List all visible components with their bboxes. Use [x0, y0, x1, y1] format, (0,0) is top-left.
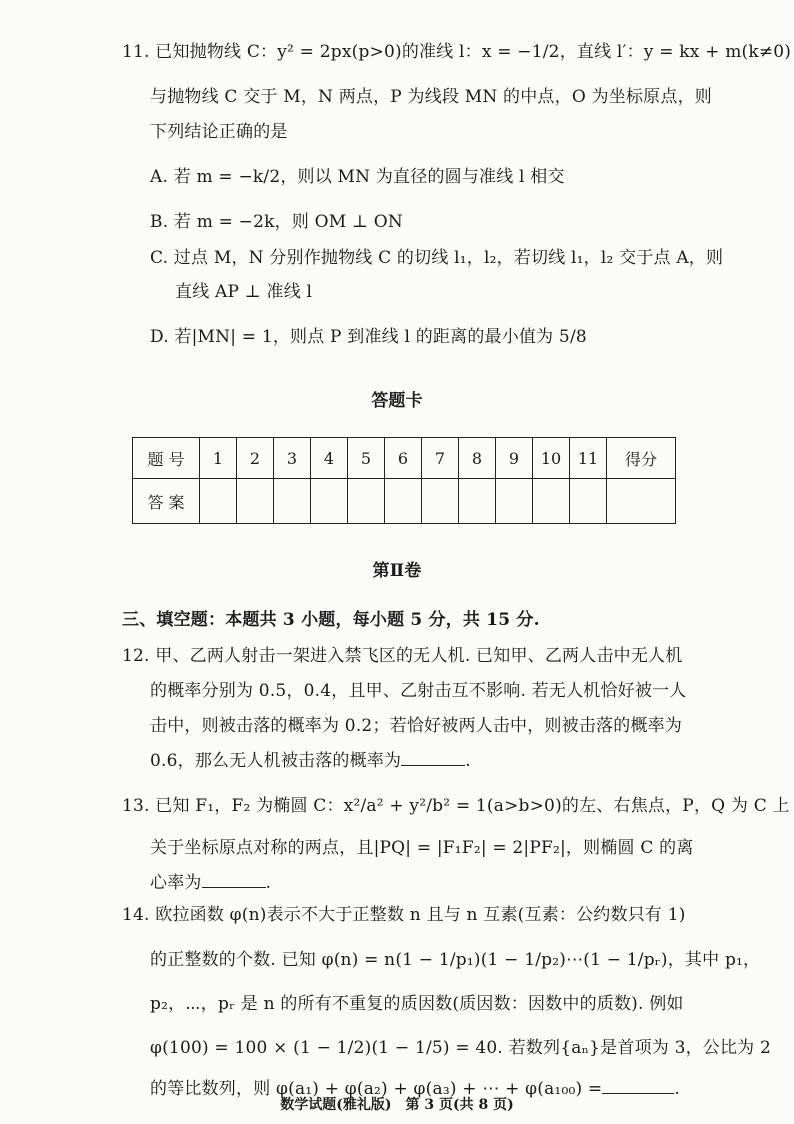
q14-answer-blank[interactable] — [602, 1079, 674, 1094]
question-number-cell: 1 — [200, 438, 237, 479]
question-number-cell: 8 — [459, 438, 496, 479]
answer-cell[interactable] — [533, 479, 570, 524]
answer-card-row-answers — [133, 479, 676, 524]
page-footer: 数学试题(雅礼版) 第 3 页(共 8 页) — [280, 1097, 514, 1113]
q12-answer-blank[interactable] — [401, 751, 465, 766]
q14-line-4: φ(100) = 100 × (1 − 1/2)(1 − 1/5) = 40. 若数列{aₙ}是首项为 3，公比为 2 — [150, 1038, 772, 1058]
score-header-cell: 得分 — [607, 438, 676, 479]
q14-line-2: 的正整数的个数. 已知 φ(n) = n(1 − 1/p₁)(1 − 1/p₂)⋯(1 − 1/pᵣ)，其中 p₁， — [150, 950, 761, 970]
q11-option-a: A. 若 m = −k/2，则以 MN 为直径的圆与准线 l 相交 — [150, 167, 565, 187]
answer-card-table — [132, 437, 676, 524]
q12-line-1: 12. 甲、乙两人射击一架进入禁飞区的无人机. 已知甲、乙两人击中无人机 — [122, 646, 683, 666]
q13-line-1: 13. 已知 F₁，F₂ 为椭圆 C：x²/a² + y²/b² = 1(a>b>0)的左、右焦点，P，Q 为 C 上 — [122, 796, 790, 816]
q12-line-3: 击中，则被击落的概率为 0.2；若恰好被两人击中，则被击落的概率为 — [150, 716, 683, 736]
q13-line-2: 关于坐标原点对称的两点，且|PQ| = |F₁F₂| = 2|PF₂|，则椭圆 C 的离 — [150, 838, 694, 858]
section-3-header: 三、填空题：本题共 3 小题，每小题 5 分，共 15 分. — [122, 610, 540, 630]
q13-line-3 — [150, 868, 271, 893]
answer-cell[interactable] — [459, 479, 496, 524]
q12-line-2: 的概率分别为 0.5，0.4，且甲、乙射击互不影响. 若无人机恰好被一人 — [150, 681, 687, 701]
answer-cell[interactable] — [570, 479, 607, 524]
q11-option-c-line-1: C. 过点 M，N 分别作抛物线 C 的切线 l₁，l₂，若切线 l₁，l₂ 交于点 A，则 — [150, 248, 724, 268]
q11-line-1: 11. 已知抛物线 C：y² = 2px(p>0)的准线 l：x = −1/2，直线 l′：y = kx + m(k≠0) — [122, 42, 792, 62]
answer-cell[interactable] — [237, 479, 274, 524]
q12-line-4-end: . — [465, 751, 471, 771]
q13-line-3-end: . — [265, 873, 272, 893]
answer-cell[interactable] — [496, 479, 533, 524]
question-number-cell: 4 — [311, 438, 348, 479]
question-number-cell: 6 — [385, 438, 422, 479]
q11-line-2: 与抛物线 C 交于 M，N 两点，P 为线段 MN 的中点，O 为坐标原点，则 — [150, 87, 712, 107]
question-number-cell: 5 — [348, 438, 385, 479]
answer-cell[interactable] — [200, 479, 237, 524]
answer-card-row-numbers — [133, 438, 676, 479]
answer-cell[interactable] — [348, 479, 385, 524]
answer-card-title: 答题卡 — [371, 391, 423, 411]
score-cell[interactable] — [607, 479, 676, 524]
answer-cell[interactable] — [385, 479, 422, 524]
question-number-cell: 2 — [237, 438, 274, 479]
question-number-cell: 10 — [533, 438, 570, 479]
volume-title: 第Ⅱ卷 — [372, 561, 422, 581]
q14-line-1: 14. 欧拉函数 φ(n)表示不大于正整数 n 且与 n 互素(互素：公约数只有 1) — [122, 905, 686, 925]
question-number-cell: 3 — [274, 438, 311, 479]
answer-cell[interactable] — [311, 479, 348, 524]
q13-answer-blank[interactable] — [202, 873, 266, 888]
q11-option-d: D. 若|MN| = 1，则点 P 到准线 l 的距离的最小值为 5/8 — [150, 327, 587, 347]
q13-line-3-text: 心率为 — [150, 873, 202, 893]
question-number-cell: 7 — [422, 438, 459, 479]
q11-line-3: 下列结论正确的是 — [150, 122, 288, 142]
q11-option-c-line-2: 直线 AP ⊥ 准线 l — [175, 282, 313, 302]
row-header-answer: 答 案 — [133, 479, 200, 524]
q12-line-4 — [150, 746, 471, 771]
q14-line-5-end: . — [674, 1079, 680, 1099]
q14-line-5-text: 的等比数列，则 φ(a₁) + φ(a₂) + φ(a₃) + ⋯ + φ(a₁₀₀) = — [150, 1079, 603, 1099]
question-number-cell: 9 — [496, 438, 533, 479]
answer-cell[interactable] — [422, 479, 459, 524]
question-number-cell: 11 — [570, 438, 607, 479]
q12-line-4-text: 0.6，那么无人机被击落的概率为 — [150, 751, 402, 771]
answer-cell[interactable] — [274, 479, 311, 524]
q11-option-b: B. 若 m = −2k，则 OM ⊥ ON — [150, 212, 403, 232]
q14-line-3: p₂，⋯，pᵣ 是 n 的所有不重复的质因数(质因数：因数中的质数). 例如 — [150, 994, 684, 1014]
row-header-number: 题 号 — [133, 438, 200, 479]
